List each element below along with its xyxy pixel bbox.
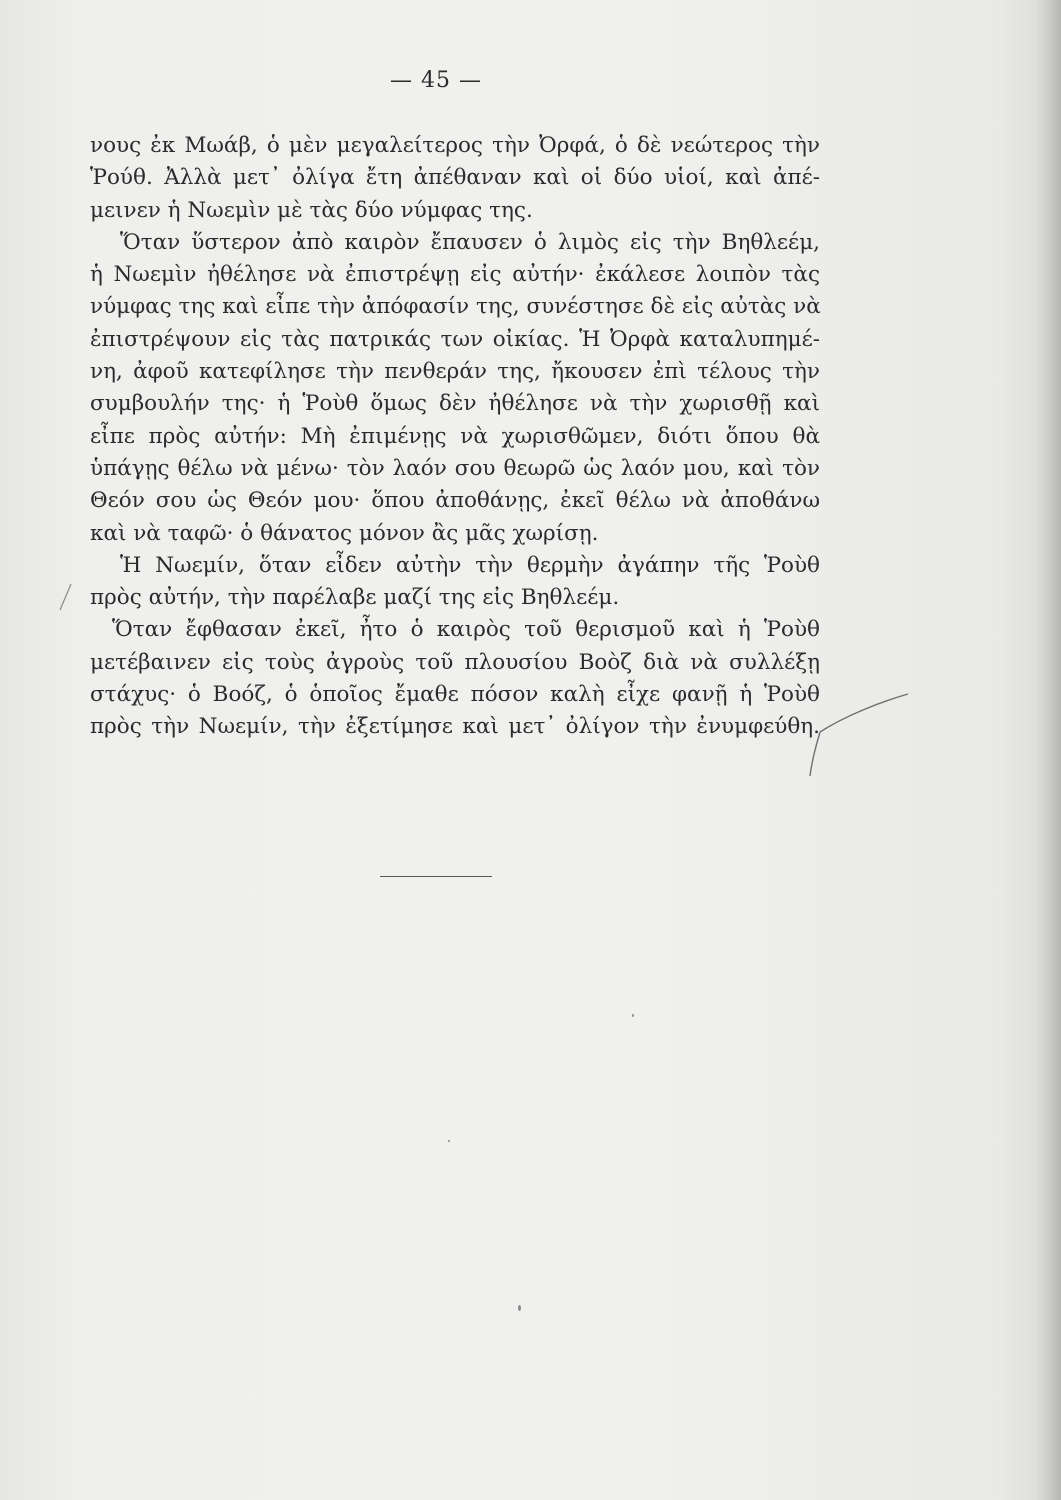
text-line: Ἡ Νωεμίν, ὅταν εἶδεν αὐτὴν τὴν θερμὴν ἀγάπην τῆς Ῥοὺθ [120, 552, 820, 578]
page-edge-shadow [1035, 0, 1061, 1500]
text-line: Ὅταν ὕστερον ἀπὸ καιρὸν ἔπαυσεν ὁ λιμὸς εἰς τὴν Βηθλεέμ, [120, 229, 820, 255]
text-line: μετέβαινεν εἰς τοὺς ἀγροὺς τοῦ πλουσίου Βοὸζ διὰ νὰ συλλέξῃ [90, 649, 820, 675]
text-line: Ὅταν ἔφθασαν ἐκεῖ, ἦτο ὁ καιρὸς τοῦ θερισμοῦ καὶ ἡ Ῥοὺθ [112, 617, 820, 643]
text-line: Ῥούθ. Ἀλλὰ μετ᾽ ὀλίγα ἔτη ἀπέθαναν καὶ οἱ δύο υἱοί, καὶ ἀπέ- [90, 165, 820, 191]
text-line: συμβουλήν της· ἡ Ῥοὺθ ὅμως δὲν ἠθέλησε νὰ τὴν χωρισθῇ καὶ [90, 391, 820, 417]
text-line: πρὸς τὴν Νωεμίν, τὴν ἐξετίμησε καὶ μετ᾽ ὀλίγον τὴν ἐνυμφεύθη. [90, 714, 820, 740]
page-number: — 45 — [390, 68, 482, 93]
paper-speck [448, 1140, 450, 1142]
text-line: καὶ νὰ ταφῶ· ὁ θάνατος μόνον ἂς μᾶς χωρίσῃ. [90, 520, 599, 546]
text-line: στάχυς· ὁ Βοόζ, ὁ ὁποῖος ἔμαθε πόσον καλὴ εἶχε φανῇ ἡ Ῥοὺθ [90, 682, 820, 708]
text-line: νη, ἀφοῦ κατεφίλησε τὴν πενθεράν της, ἤκουσεν ἐπὶ τέλους τὴν [90, 359, 820, 385]
paper-speck [632, 1014, 634, 1017]
text-line: ὑπάγῃς θέλω νὰ μένω· τὸν λαόν σου θεωρῶ ὡς λαόν μου, καὶ τὸν [90, 455, 820, 481]
paper-speck [518, 1305, 521, 1311]
text-line: ἡ Νωεμὶν ἠθέλησε νὰ ἐπιστρέψῃ εἰς αὐτήν· ἐκάλεσε λοιπὸν τὰς [90, 262, 820, 288]
text-line: νους ἐκ Μωάβ, ὁ μὲν μεγαλείτερος τὴν Ὀρφά, ὁ δὲ νεώτερος τὴν [90, 133, 820, 158]
end-rule [380, 876, 492, 877]
body-text [90, 130, 820, 744]
text-line: εἶπε πρὸς αὐτήν: Μὴ ἐπιμένῃς νὰ χωρισθῶμεν, διότι ὅπου θὰ [90, 423, 820, 449]
text-line: ἐπιστρέψουν εἰς τὰς πατρικάς των οἰκίας. Ἡ Ὀρφὰ καταλυπημέ- [90, 326, 820, 352]
text-line: πρὸς αὐτήν, τὴν παρέλαβε μαζί της εἰς Βηθλεέμ. [90, 585, 620, 611]
text-line: μεινεν ἡ Νωεμὶν μὲ τὰς δύο νύμφας της. [90, 197, 533, 223]
pencil-mark-icon [800, 690, 910, 780]
text-line: Θεόν σου ὡς Θεόν μου· ὅπου ἀποθάνῃς, ἐκεῖ θέλω νὰ ἀποθάνω [90, 488, 820, 514]
text-line: νύμφας της καὶ εἶπε τὴν ἀπόφασίν της, συνέστησε δὲ εἰς αὐτὰς νὰ [90, 294, 821, 320]
pencil-tick-icon [56, 582, 74, 612]
